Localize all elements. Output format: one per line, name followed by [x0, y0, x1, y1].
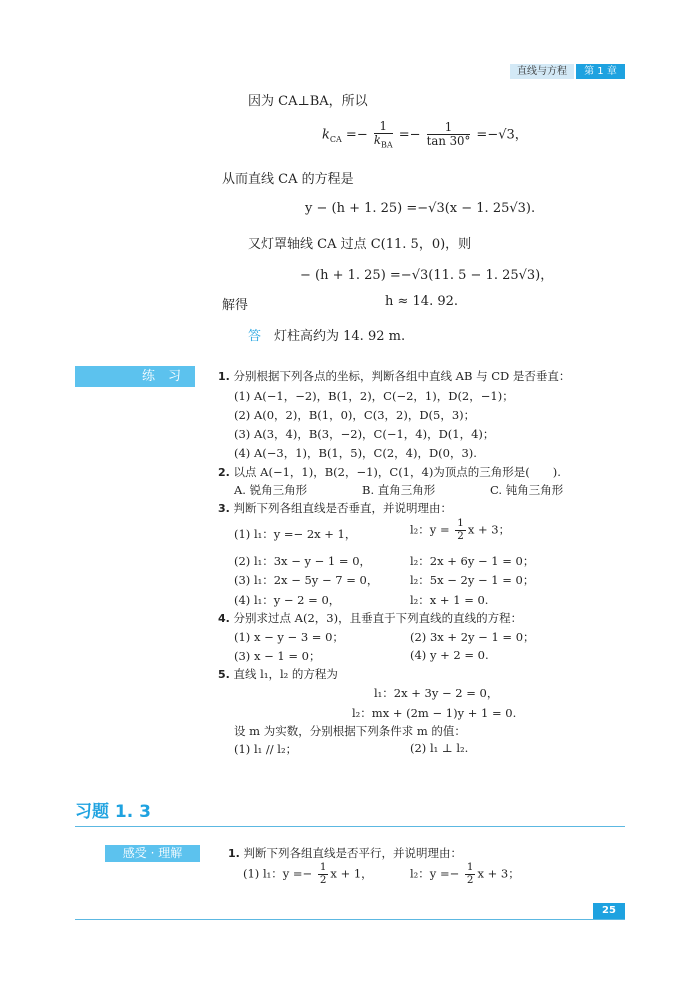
solve-value: h ≈ 14. 92.: [385, 294, 459, 309]
equation: l₁：2x + 3y − 2 = 0，: [374, 686, 499, 700]
expr: x + 1，: [330, 866, 373, 881]
equals: =−: [394, 127, 425, 143]
option-c: C. 钝角三角形: [490, 483, 564, 497]
exercise-category-label: 感受 · 理解: [122, 846, 183, 860]
question-number: 2.: [218, 466, 230, 479]
list-item: [410, 862, 520, 887]
list-item: [243, 862, 373, 887]
option-a: A. 锐角三角形: [234, 483, 308, 497]
slope-formula: [322, 120, 528, 150]
page-number: 25: [602, 905, 616, 916]
equals: =−: [341, 127, 372, 143]
denominator: [374, 134, 393, 150]
denominator: tan 30°: [426, 134, 471, 149]
subscript: BA: [380, 140, 393, 150]
list-item: (2) A(0，2)，B(1，0)，C(3，2)，D(5，3)；: [234, 408, 476, 422]
list-item: l₂：2x + 6y − 1 = 0；: [410, 554, 535, 568]
answer-label: 答: [248, 329, 262, 344]
expr: (1) l₁：y =−: [243, 866, 316, 881]
question-number: 4.: [218, 612, 230, 625]
question-text: 判断下列各组直线是否平行，并说明理由：: [243, 846, 462, 860]
fraction: [374, 120, 393, 150]
exercise-question-1: [228, 845, 462, 861]
denominator: 2: [457, 529, 464, 542]
denominator: 2: [319, 873, 327, 886]
question-number: 5.: [218, 668, 230, 681]
numerator: 1: [374, 120, 393, 134]
question-5: [218, 666, 338, 682]
question-number: 1.: [228, 847, 240, 860]
header-chapter-label: 第 1 章: [576, 64, 625, 79]
exercises-title: 习题 1. 3: [75, 802, 151, 822]
answer-text: 灯柱高约为 14. 92 m.: [274, 329, 406, 344]
practice-label: 练 习: [141, 369, 181, 384]
solution-line: 从而直线 CA 的方程是: [222, 172, 354, 187]
list-item: (3) l₁：2x − 5y − 7 = 0，: [234, 573, 379, 587]
equation: y − (h + 1. 25) =−√3(x − 1. 25√3).: [305, 201, 536, 216]
question-1: [218, 368, 570, 384]
solution-line: 又灯罩轴线 CA 过点 C(11. 5，0)，则: [248, 237, 472, 252]
list-item: (4) A(−3，1)，B(1，5)，C(2，4)，D(0，3).: [234, 446, 477, 460]
list-item: [410, 518, 510, 543]
question-text: 设 m 为实数，分别根据下列条件求 m 的值：: [234, 724, 466, 738]
numerator: 1: [427, 121, 471, 135]
question-text: 分别求过点 A(2，3)，且垂直于下列直线的直线的方程：: [233, 611, 523, 625]
question-text: 判断下列各组直线是否垂直，并说明理由：: [233, 501, 452, 515]
list-item: (4) y + 2 = 0.: [410, 648, 489, 662]
k-symbol: k: [322, 127, 330, 143]
page-number-box: [593, 903, 625, 919]
question-text: 分别根据下列各点的坐标，判断各组中直线 AB 与 CD 是否垂直：: [233, 369, 571, 383]
denominator: 2: [466, 873, 474, 886]
list-item: l₂：x + 1 = 0.: [410, 593, 489, 607]
fraction: [427, 121, 471, 149]
list-item: (2) l₁ ⊥ l₂.: [410, 741, 469, 755]
option-b: B. 直角三角形: [362, 483, 436, 497]
exercise-category-box: [105, 845, 200, 862]
question-text: 直线 l₁，l₂ 的方程为: [233, 667, 338, 681]
divider: [75, 826, 625, 827]
fraction: [455, 518, 466, 543]
subscript: CA: [329, 135, 342, 145]
expr: l₂：y =: [410, 522, 454, 537]
expr: x + 3；: [477, 866, 520, 881]
list-item: (2) 3x + 2y − 1 = 0；: [410, 630, 535, 644]
question-3: [218, 500, 452, 516]
fraction: [465, 862, 476, 887]
list-item: (3) A(3，4)，B(3，−2)，C(−1，4)，D(1，4)；: [234, 427, 495, 441]
list-item: (3) x − 1 = 0；: [234, 649, 321, 663]
numerator: 1: [466, 861, 474, 873]
expr: x + 3；: [467, 522, 511, 537]
numerator: 1: [319, 861, 327, 873]
solution-line: 因为 CA⊥BA，所以: [248, 94, 368, 109]
k-symbol: k: [373, 133, 381, 148]
numerator: 1: [457, 517, 464, 529]
question-text: 以点 A(−1，1)，B(2，−1)，C(1，4)为顶点的三角形是( ).: [233, 465, 561, 479]
question-number: 1.: [218, 370, 230, 383]
list-item: (4) l₁：y − 2 = 0，: [234, 593, 341, 607]
list-item: (1) x − y − 3 = 0；: [234, 630, 344, 644]
question-2: [218, 464, 561, 480]
list-item: (1) l₁ // l₂；: [234, 742, 298, 756]
list-item: (2) l₁：3x − y − 1 = 0，: [234, 554, 372, 568]
equation: l₂：mx + (2m − 1)y + 1 = 0.: [352, 706, 517, 720]
footer-divider: [75, 919, 625, 920]
question-number: 3.: [218, 502, 230, 515]
solve-label: 解得: [222, 298, 249, 313]
practice-label-box: [75, 366, 195, 387]
list-item: (1) A(−1，−2)，B(1，2)，C(−2，1)，D(2，−1)；: [234, 389, 514, 403]
expr: l₂：y =−: [410, 866, 463, 881]
equation: − (h + 1. 25) =−√3(11. 5 − 1. 25√3)，: [300, 268, 554, 283]
list-item: l₂：5x − 2y − 1 = 0；: [410, 573, 535, 587]
list-item: (1) l₁：y =− 2x + 1，: [234, 527, 357, 541]
fraction: [318, 862, 329, 887]
header-section-title: 直线与方程: [510, 64, 574, 79]
question-4: [218, 610, 522, 626]
result: =−√3，: [472, 127, 528, 143]
